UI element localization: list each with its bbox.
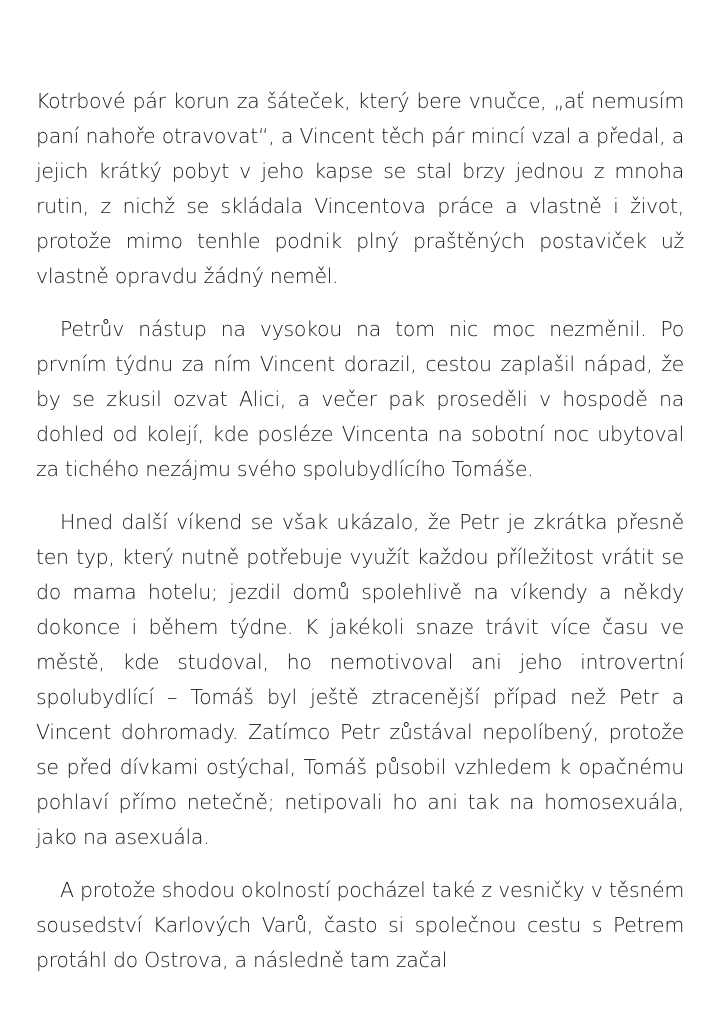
paragraph-2: Petrův nástup na vysokou na tom nic moc nezměnil. Po prvním týdnu za ním Vincent dorazil, cestou zaplašil nápad, že by se zkusil ozvat Alici, a večer pak proseděli v hospodě na dohled od kolejí, kde posléze Vincenta na sobotní noc ubytoval za tichého nezájmu svého spolubydlícího Tomáše. (36, 317, 684, 481)
paragraph-3: Hned další víkend se však ukázalo, že Petr je zkrátka přesně ten typ, který nutně potřebuje využít každou příležitost vrátit se do mama hotelu; jezdil domů spolehlivě na víkendy a někdy dokonce i během týdne. K jakékoli snaze trávit více času ve městě, kde studoval, ho nemotivoval ani jeho introvertní spolubydlící – Tomáš byl ještě ztracenější případ než Petr a Vincent dohromady. Zatímco Petr zůstával nepolíbený, protože se před dívkami ostýchal, Tomáš působil vzhledem k opačnému pohlaví přímo netečně; netipovali ho ani tak na homosexuála, jako na asexuála. (36, 510, 684, 849)
paragraph-4: A protože shodou okolností pocházel také z vesničky v těsném sousedství Karlových Varů, často si společnou cestu s Petrem protáhl do Ostrova, a následně tam začal (36, 878, 684, 972)
paragraph-1: Kotrbové pár korun za šáteček, který bere vnučce, „ať nemusím paní nahoře otravovat“, a Vincent těch pár mincí vzal a předal, a jejich krátký pobyt v jeho kapse se stal brzy jednou z mnoha rutin, z nichž se skládala Vincentova práce a vlastně i život, protože mimo tenhle podnik plný praštěných postaviček už vlastně opravdu žádný neměl. (36, 89, 684, 288)
